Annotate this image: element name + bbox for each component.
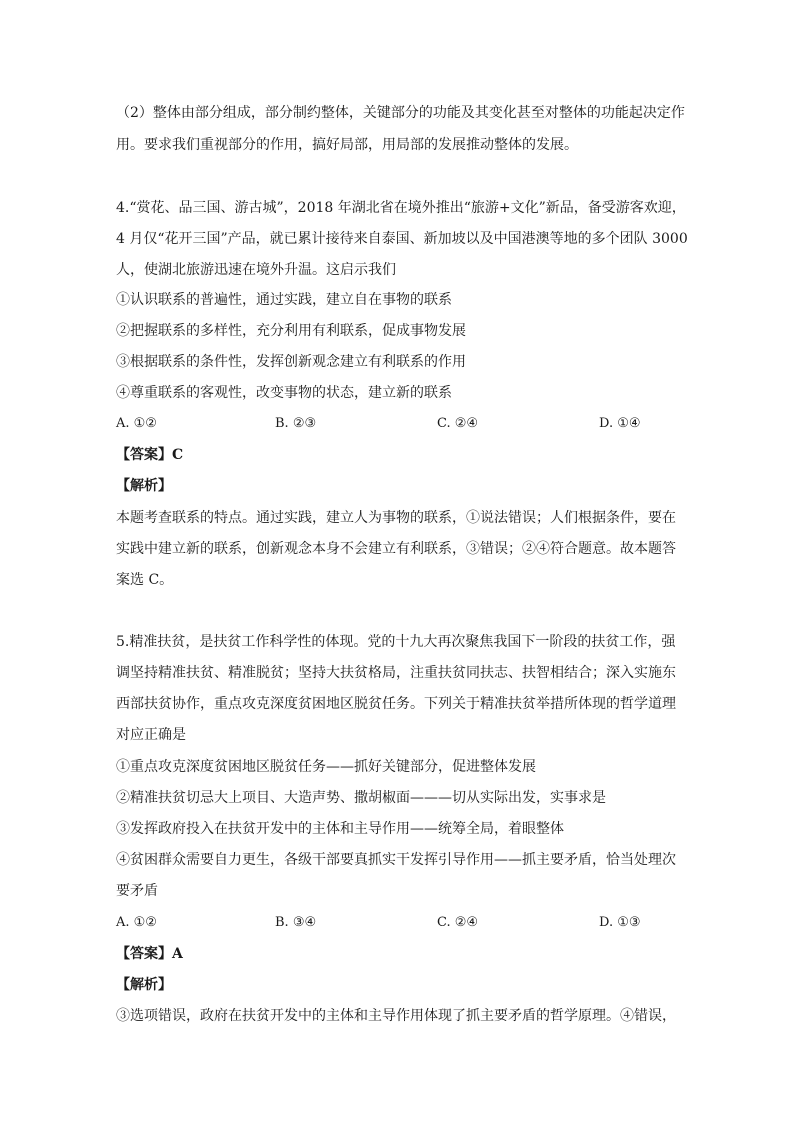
q5-statement-2: ②精准扶贫切忌大上项目、大造声势、撒胡椒面———切从实际出发，实事求是 xyxy=(116,790,606,806)
q4-stem-line-3: 人，使湖北旅游迅速在境外升温。这启示我们 xyxy=(116,262,396,278)
q4-option-d: D. ①④ xyxy=(599,416,641,431)
q4-option-c: C. ②④ xyxy=(437,416,479,431)
q4-analysis-line-1: 本题考查联系的特点。通过实践，建立人为事物的联系，①说法错误；人们根据条件，要在 xyxy=(116,510,676,526)
q4-statement-1: ①认识联系的普遍性，通过实践，建立自在事物的联系 xyxy=(116,292,452,308)
intro-line-2: 用。要求我们重视部分的作用，搞好局部，用局部的发展推动整体的发展。 xyxy=(116,137,578,153)
q4-stem-line-1: 4.“赏花、品三国、游古城”，2018 年湖北省在境外推出“旅游+文化”新品，备受游客欢迎， xyxy=(116,200,686,216)
q4-statement-3: ③根据联系的条件性，发挥创新观念建立有利联系的作用 xyxy=(116,354,466,370)
q4-statement-4: ④尊重联系的客观性，改变事物的状态，建立新的联系 xyxy=(116,385,452,401)
q5-answer: 【答案】A xyxy=(116,946,183,962)
q5-option-d: D. ①③ xyxy=(599,915,641,930)
q4-option-a: A. ①② xyxy=(116,416,157,431)
q5-stem-line-4: 对应正确是 xyxy=(116,727,186,743)
q5-option-a: A. ①② xyxy=(116,915,157,930)
q4-answer: 【答案】C xyxy=(116,447,184,463)
q5-stem-line-2: 调坚持精准扶贫、精准脱贫；坚持大扶贫格局，注重扶贫同扶志、扶智相结合；深入实施东 xyxy=(116,665,676,681)
q5-statement-1: ①重点攻克深度贫困地区脱贫任务——抓好关键部分，促进整体发展 xyxy=(116,759,536,775)
q5-analysis-line-1: ③选项错误，政府在扶贫开发中的主体和主导作用体现了抓主要矛盾的哲学原理。④错误， xyxy=(116,1008,676,1024)
q5-analysis-title: 【解析】 xyxy=(116,977,172,993)
intro-line-1: （2）整体由部分组成，部分制约整体，关键部分的功能及其变化甚至对整体的功能起决定作 xyxy=(116,105,685,121)
q5-option-b: B. ③④ xyxy=(275,915,317,930)
q4-option-b: B. ②③ xyxy=(275,416,317,431)
q4-analysis-title: 【解析】 xyxy=(116,478,172,494)
q5-statement-4: ④贫困群众需要自力更生，各级干部要真抓实干发挥引导作用——抓主要矛盾，恰当处理次 xyxy=(116,852,676,868)
q4-statement-2: ②把握联系的多样性，充分利用有利联系，促成事物发展 xyxy=(116,323,466,339)
q4-analysis-line-2: 实践中建立新的联系，创新观念本身不会建立有利联系，③错误；②④符合题意。故本题答 xyxy=(116,541,676,557)
q5-statement-3: ③发挥政府投入在扶贫开发中的主体和主导作用——统筹全局，着眼整体 xyxy=(116,821,564,837)
q5-stem-line-3: 西部扶贫协作，重点攻克深度贫困地区脱贫任务。下列关于精准扶贫举措所体现的哲学道理 xyxy=(116,696,676,712)
q5-option-c: C. ②④ xyxy=(437,915,479,930)
q4-stem-line-2: 4 月仅“花开三国”产品，就已累计接待来自泰国、新加坡以及中国港澳等地的多个团队 3000 xyxy=(116,231,688,247)
q5-statement-4-cont: 要矛盾 xyxy=(116,883,158,899)
q5-stem-line-1: 5.精准扶贫，是扶贫工作科学性的体现。党的十九大再次聚焦我国下一阶段的扶贫工作，强 xyxy=(116,634,676,650)
q4-analysis-line-3: 案选 C。 xyxy=(116,572,174,588)
